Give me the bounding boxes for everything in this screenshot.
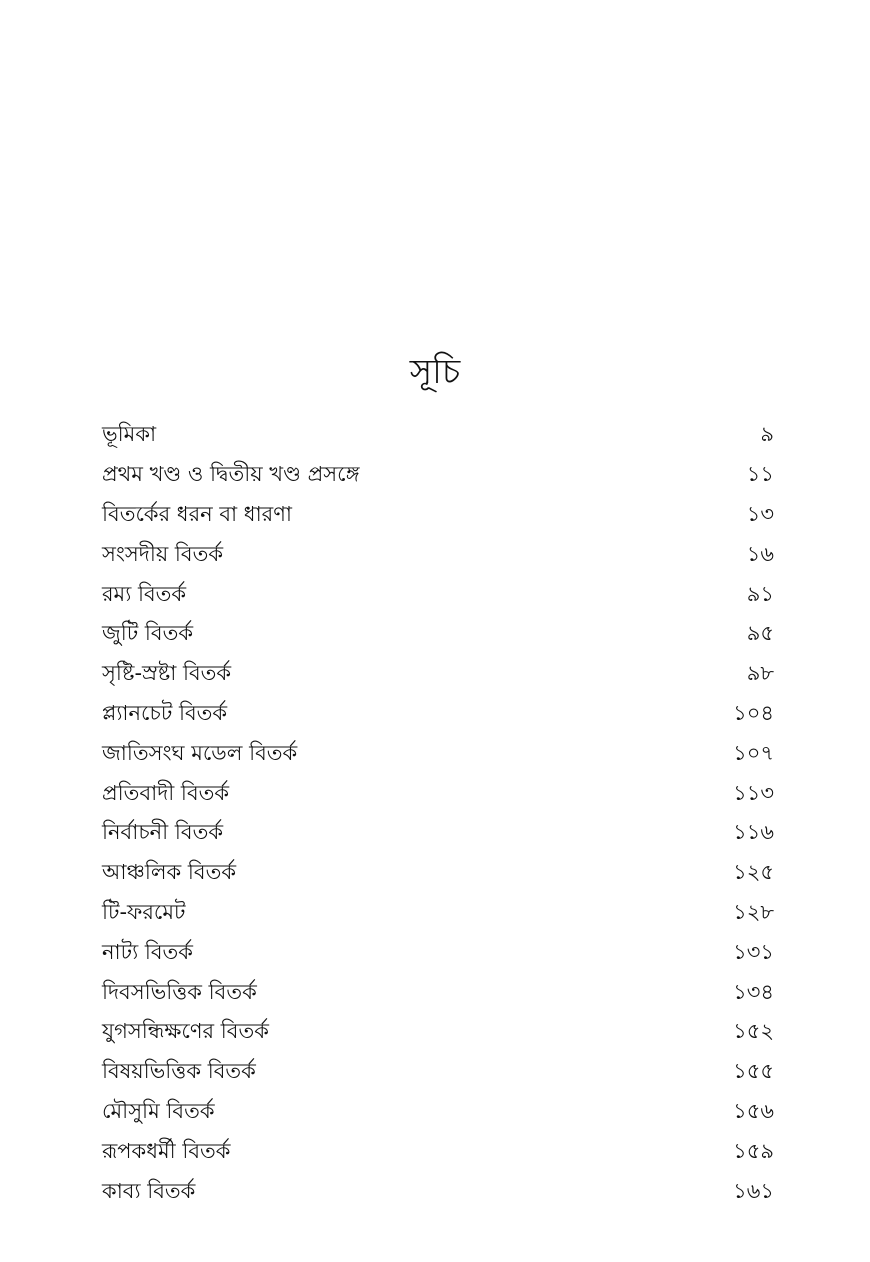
toc-entry-title: রূপকধর্মী বিতর্ক (102, 1138, 231, 1163)
toc-entry-page: ১১৩ (733, 780, 774, 805)
toc-entry-page: ৯১ (746, 581, 774, 606)
toc-entry (102, 416, 774, 456)
toc-entry-page: ১৫২ (733, 1019, 774, 1044)
toc-entry (102, 894, 774, 934)
table-of-contents (102, 416, 774, 1212)
toc-entry (102, 1172, 774, 1212)
toc-entry-title: মৌসুমি বিতর্ক (102, 1098, 215, 1123)
toc-entry (102, 456, 774, 496)
toc-entry-page: ১১ (746, 462, 774, 487)
toc-entry-title: যুগসন্ধিক্ষণের বিতর্ক (102, 1019, 269, 1044)
toc-entry (102, 1053, 774, 1093)
toc-entry-page: ১৬ (746, 541, 774, 566)
toc-entry (102, 496, 774, 536)
toc-entry-page: ১০৪ (733, 700, 774, 725)
toc-entry-title: আঞ্চলিক বিতর্ক (102, 860, 237, 885)
toc-entry-page: ১১৬ (733, 820, 774, 845)
toc-entry-title: কাব্য বিতর্ক (102, 1178, 196, 1203)
toc-entry-title: টি-ফরমেট (102, 899, 186, 924)
toc-entry-title: জুটি বিতর্ক (102, 621, 194, 646)
toc-entry-title: সৃষ্টি-স্রষ্টা বিতর্ক (102, 661, 232, 686)
toc-entry-page: ১০৭ (733, 740, 774, 765)
toc-entry-title: প্রথম খণ্ড ও দ্বিতীয় খণ্ড প্রসঙ্গে (102, 462, 360, 487)
toc-entry-page: ১৫৫ (733, 1059, 774, 1084)
toc-entry (102, 575, 774, 615)
toc-entry (102, 774, 774, 814)
toc-entry-title: জাতিসংঘ মডেল বিতর্ক (102, 740, 298, 765)
toc-entry-title: বিতর্কের ধরন বা ধারণা (102, 501, 292, 526)
toc-entry-page: ৯ (760, 422, 774, 447)
toc-entry-page: ১৩ (746, 501, 774, 526)
toc-entry (102, 1013, 774, 1053)
toc-entry-title: ভূমিকা (102, 422, 157, 447)
toc-entry-page: ১৩১ (733, 939, 774, 964)
toc-entry-page: ১৫৬ (733, 1098, 774, 1123)
toc-entry (102, 854, 774, 894)
toc-entry (102, 973, 774, 1013)
toc-entry-title: সংসদীয় বিতর্ক (102, 541, 224, 566)
toc-entry-page: ১৩৪ (733, 979, 774, 1004)
toc-entry-title: প্ল্যানচেট বিতর্ক (102, 700, 228, 725)
toc-entry-page: ১৬১ (733, 1178, 774, 1203)
toc-entry (102, 933, 774, 973)
toc-entry-title: প্রতিবাদী বিতর্ক (102, 780, 230, 805)
toc-entry-page: ১২৮ (733, 899, 774, 924)
toc-entry-page: ১২৫ (733, 860, 774, 885)
toc-entry-title: রম্য বিতর্ক (102, 581, 187, 606)
toc-entry (102, 814, 774, 854)
toc-entry (102, 655, 774, 695)
toc-entry (102, 615, 774, 655)
toc-entry-title: নির্বাচনী বিতর্ক (102, 820, 224, 845)
toc-entry-page: ৯৫ (746, 621, 774, 646)
toc-entry-page: ১৫৯ (733, 1138, 774, 1163)
toc-entry (102, 695, 774, 735)
toc-entry (102, 734, 774, 774)
page-title: সূচি (409, 352, 461, 392)
toc-entry (102, 1093, 774, 1133)
toc-entry (102, 1132, 774, 1172)
toc-entry-page: ৯৮ (746, 661, 774, 686)
toc-entry-title: বিষয়ভিত্তিক বিতর্ক (102, 1059, 256, 1084)
toc-entry (102, 535, 774, 575)
toc-entry-title: নাট্য বিতর্ক (102, 939, 193, 964)
toc-entry-title: দিবসভিত্তিক বিতর্ক (102, 979, 257, 1004)
